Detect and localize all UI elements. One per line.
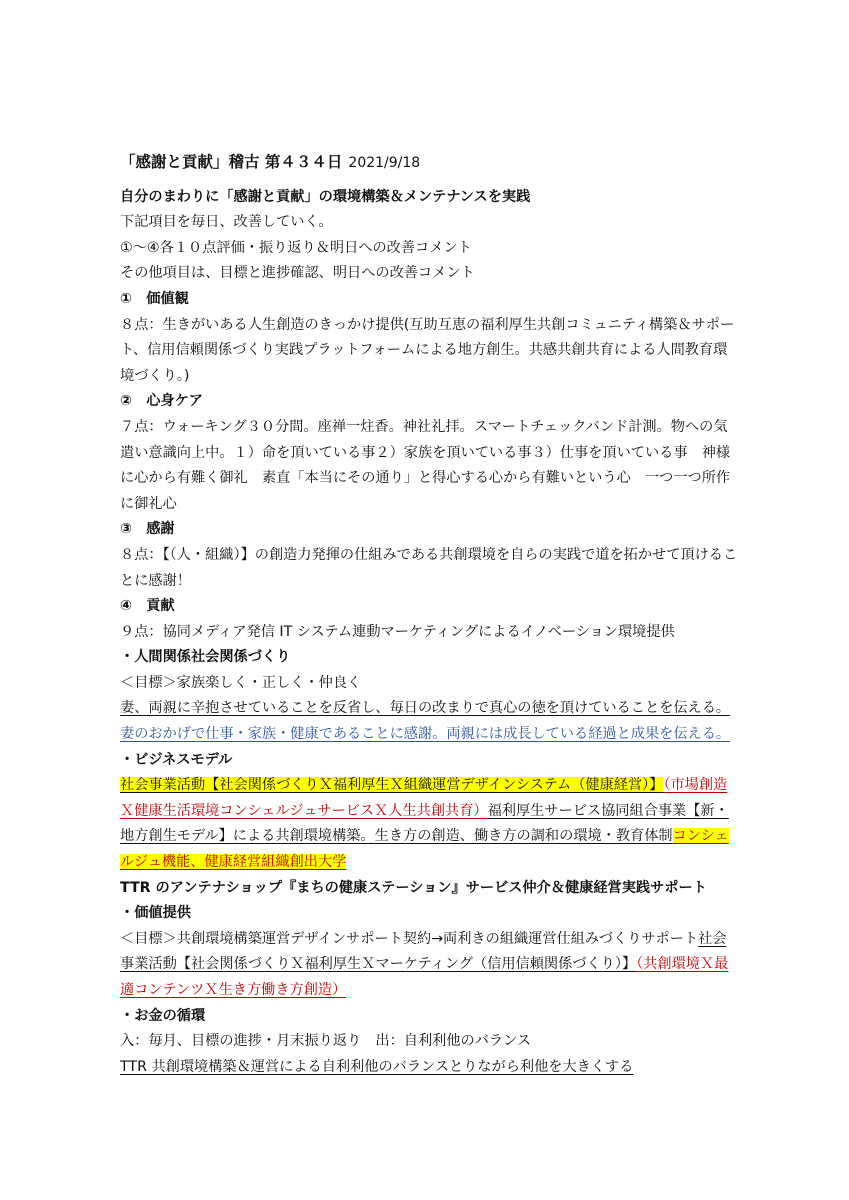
relations-text-2: 妻のおかげで仕事・家族・健康であることに感謝。両親には成長している経過と成果を伝える。 xyxy=(120,726,731,743)
section-care-heading: ② 心身ケア xyxy=(120,393,203,410)
intro-line-2: ①～④各１０点評価・振り返り＆明日への改善コメント xyxy=(120,239,472,256)
section-values-body: ８点：生きがいある人生創造のきっかけ提供(互助互恵の福利厚生共創コミュニティ構築＆サポート、信用信頼関係づくり実践プラットフォームによる地方創生。共感共創共育による人間教育環境づくり。) xyxy=(120,316,735,384)
intro-line-3: その他項目は、目標と進捗確認、明日への改善コメント xyxy=(120,265,475,282)
intro-line-1: 下記項目を毎日、改善していく。 xyxy=(120,214,333,231)
business-heading: ・ビジネスモデル xyxy=(120,751,233,768)
money-heading: ・お金の循環 xyxy=(120,1007,206,1024)
money-line-2: TTR 共創環境構築＆運営による自利利他のバランスとりながら利他を大きくする xyxy=(120,1058,634,1075)
title-text: 「感謝と貢献」稽古 第４３４日 xyxy=(120,153,343,171)
intro-heading: 自分のまわりに「感謝と貢献」の環境構築＆メンテナンスを実践 xyxy=(120,188,531,205)
business-text-4: コンシェルジュ機能、健康経営組織創出大学 xyxy=(120,828,729,871)
relations-text-1: 妻、両親に辛抱させていることを反省し、毎日の改まりで真心の徳を頂けていることを伝える。 xyxy=(120,700,731,717)
value-heading: ・価値提供 xyxy=(120,905,191,922)
value-text-2: 社会事業活動【社会関係づくりＸ福利厚生Ｘマーケティング（信用信頼関係づくり）】 xyxy=(120,930,727,973)
section-care-body: ７点：ウォーキング３０分間。座禅一炷香。神社礼拝。スマートチェックバンド計測。物への気遣い意識向上中。１）命を頂いている事２）家族を頂いている事３）仕事を頂いている事 神様に心から有難く御礼 素直「本当にその通り」と得心する心から有難いという心 一つ一つ所作に御礼心 xyxy=(120,418,731,512)
section-contribution-body: ９点：協同メディア発信 IT システム連動マーケティングによるイノベーション環境提供 xyxy=(120,623,675,640)
business-text xyxy=(120,773,740,875)
section-contribution-heading: ④ 貢献 xyxy=(120,598,175,615)
ttr-heading: TTR のアンテナショップ『まちの健康ステーション』サービス仲介＆健康経営実践サポート xyxy=(120,879,707,896)
value-text-1: ＜目標＞共創環境構築運営デザインサポート契約→両利きの組織運営仕組みづくりサポート xyxy=(120,930,699,947)
relations-heading: ・人間関係社会関係づくり xyxy=(120,649,291,666)
business-text-1: 社会事業活動【社会関係づくりＸ福利厚生Ｘ組織運営デザインシステム（健康経営）】 xyxy=(120,777,664,794)
title-date: 2021/9/18 xyxy=(348,155,421,171)
business-text-3: 福利厚生サービス協同組合事業【新・地方創生モデル】による共創環境構築。生き方の創造、働き方の調和の環境・教育体制 xyxy=(120,802,729,845)
money-line-1: 入：毎月、目標の進捗・月末振り返り 出：自利利他のバランス xyxy=(120,1033,532,1050)
section-gratitude-body: ８点：【（人・組織）】の創造力発揮の仕組みである共創環境を自らの実践で道を拓かせて頂けることに感謝！ xyxy=(120,546,738,589)
value-text xyxy=(120,927,740,1004)
relations-text xyxy=(120,696,740,747)
relations-goal: ＜目標＞家族楽しく・正しく・仲良く xyxy=(120,674,362,691)
page-title xyxy=(120,150,740,177)
document-body xyxy=(120,150,740,1080)
value-text-3: （共創環境Ｘ最適コンテンツＸ生き方働き方創造） xyxy=(120,956,729,998)
business-text-2: （市場創造Ｘ健康生活環境コンシェルジュサービスＸ人生共創共育） xyxy=(120,777,728,819)
section-values-heading: ① 価値観 xyxy=(120,290,189,307)
section-gratitude-heading: ③ 感謝 xyxy=(120,521,175,538)
